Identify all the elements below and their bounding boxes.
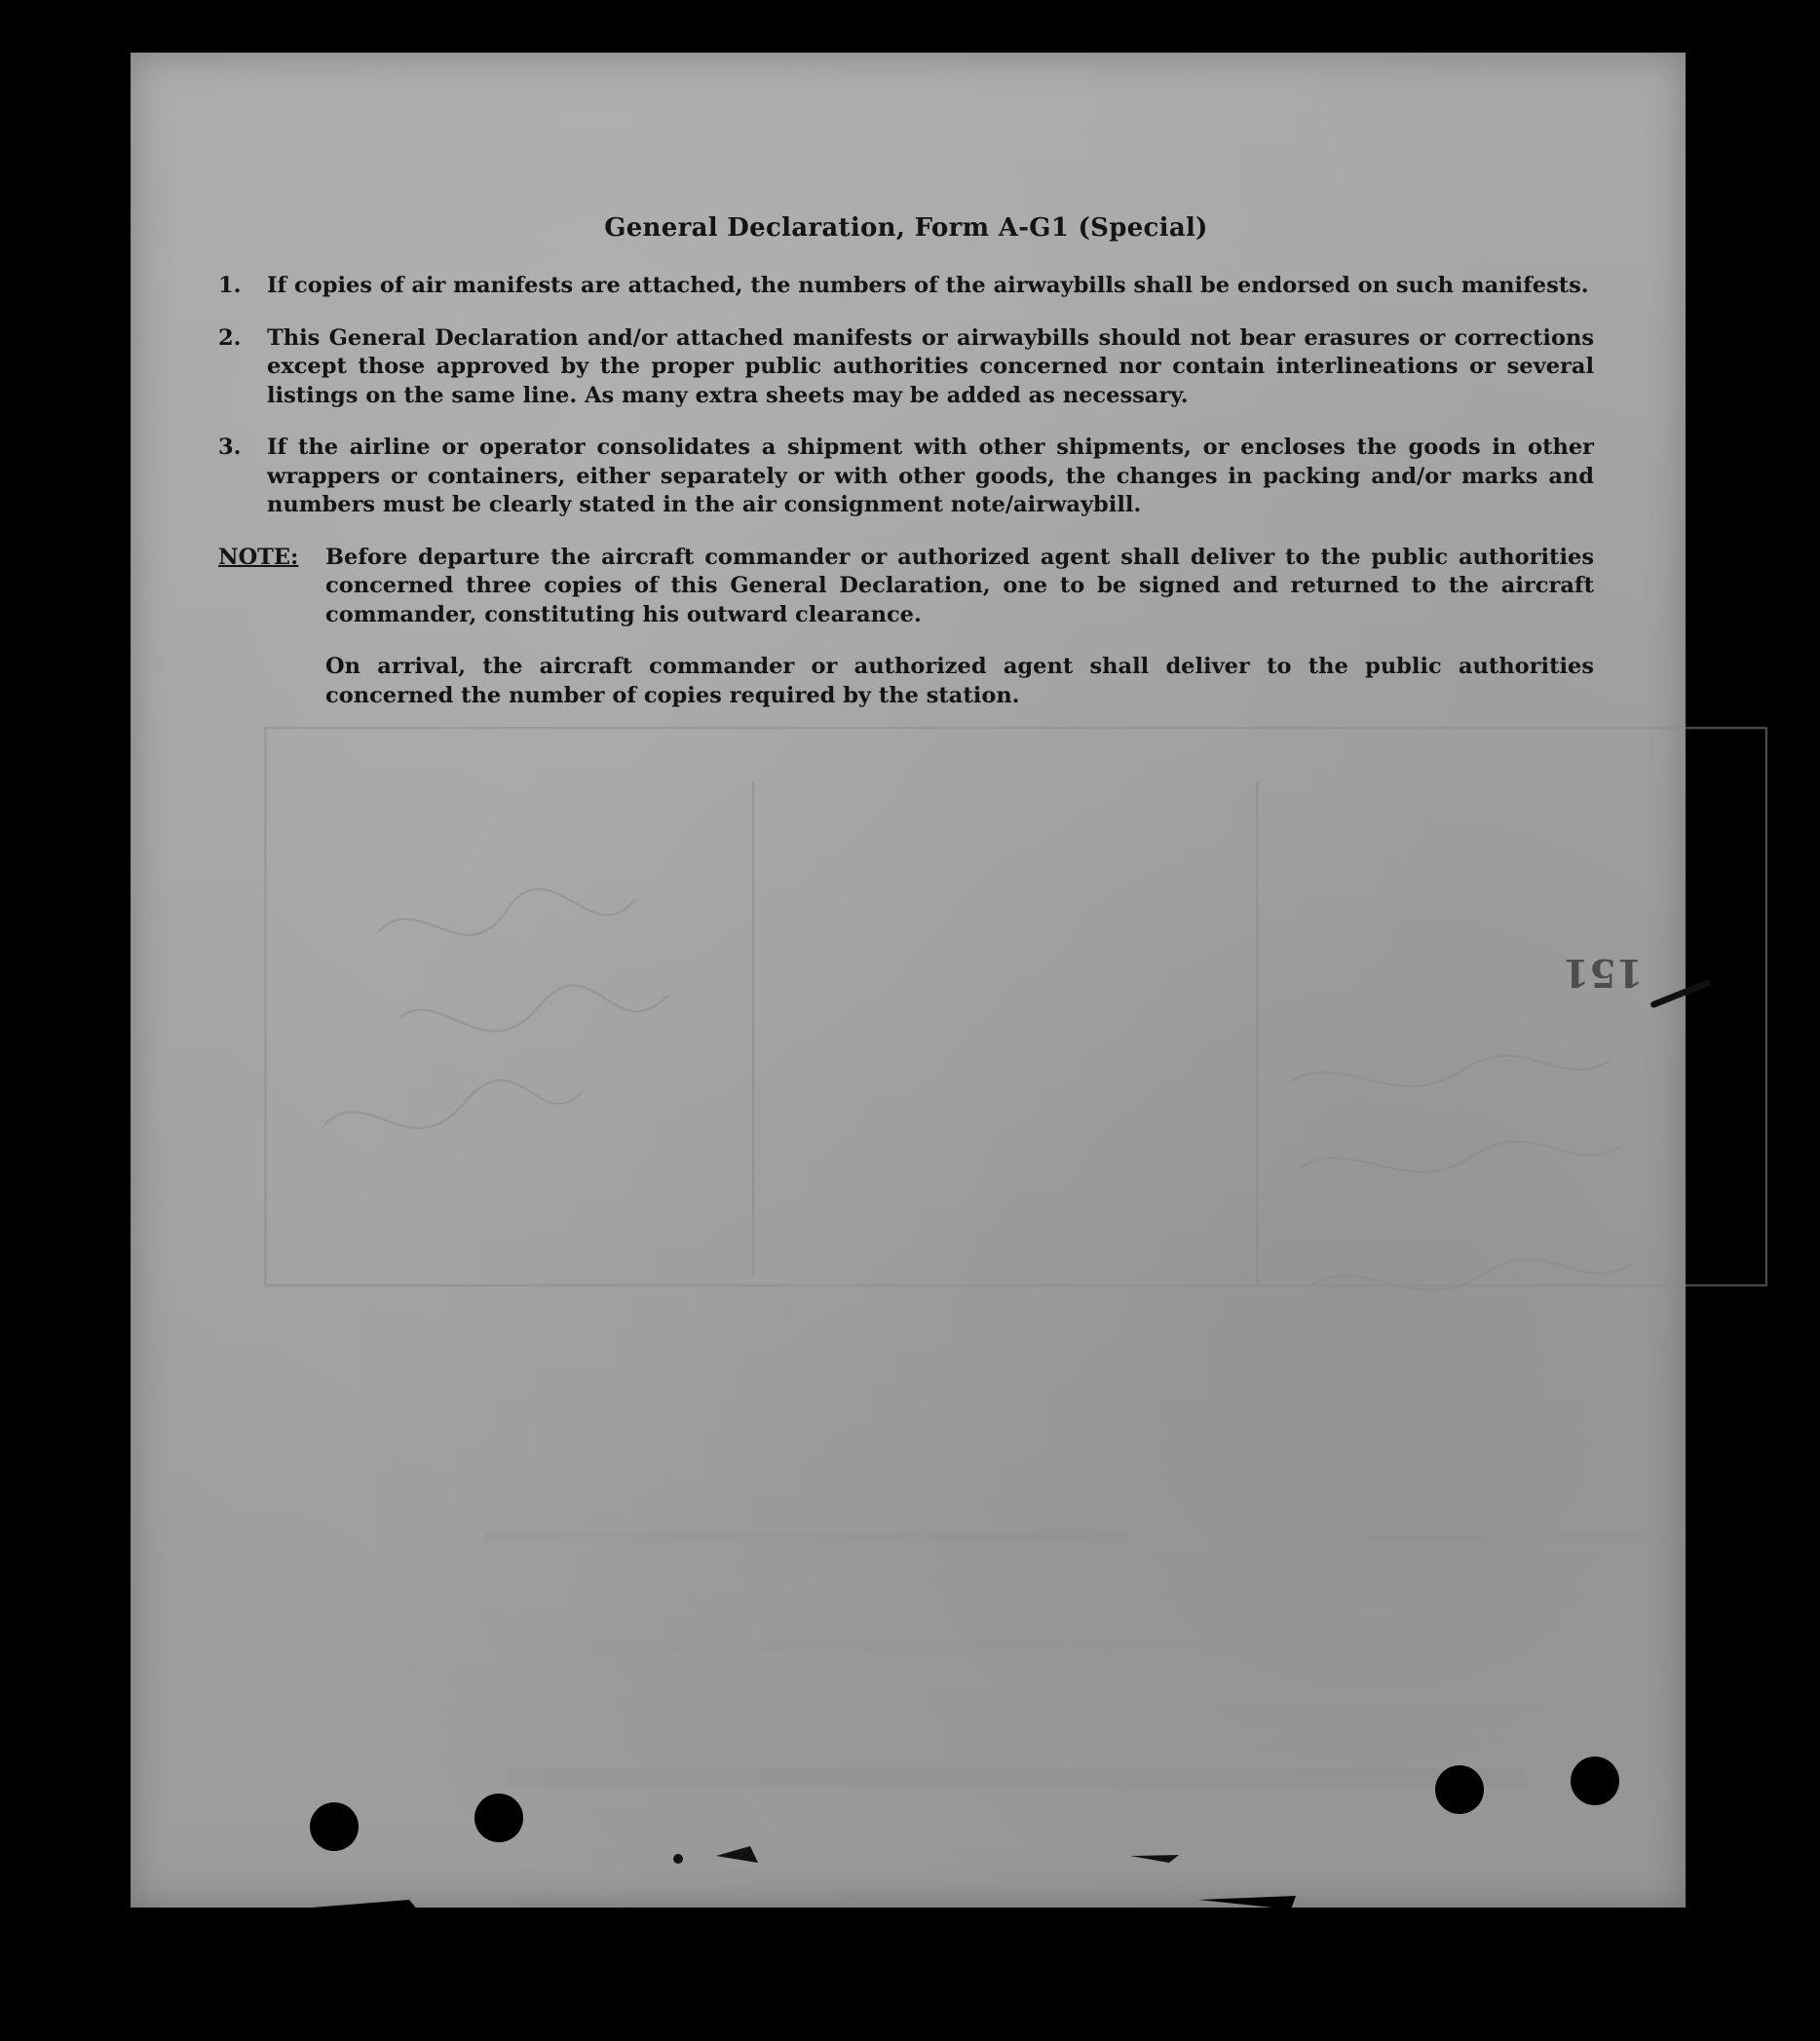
page-title: General Declaration, Form A-G1 (Special) [604, 213, 1208, 243]
item-text: If copies of air manifests are attached, the numbers of the airwaybills shall be endorsed on such manifests. [267, 273, 1589, 298]
item-number: 1. [218, 273, 242, 298]
item-number: 3. [218, 435, 242, 460]
note-paragraph: Before departure the aircraft commander or authorized agent shall deliver to the public authorities concerned three copies of this General Declaration, one to be signed and returned to the aircraft commander, constituting his outward clearance. [325, 544, 1594, 627]
instruction-item [218, 324, 1594, 411]
paper-sheet [131, 53, 1686, 1908]
note-section [218, 544, 1594, 735]
instruction-item [218, 434, 1594, 520]
note-label: NOTE: [218, 544, 299, 570]
instruction-item [218, 272, 1594, 301]
note-paragraph: On arrival, the aircraft commander or authorized agent shall deliver to the public authorities concerned the number of copies required by the station. [325, 654, 1594, 708]
item-number: 2. [218, 324, 242, 351]
item-text: This General Declaration and/or attached manifests or airwaybills should not bear erasures or corrections except those approved by the proper public authorities concerned nor contain interlineations or several listings on the same line. As many extra sheets may be added as necessary. [267, 324, 1594, 408]
note-body [325, 544, 1594, 735]
item-text: If the airline or operator consolidates a shipment with other shipments, or encloses the goods in other wrappers or containers, either separately or with other goods, the changes in packing and/or marks and numbers must be clearly stated in the air consignment note/airwaybill. [267, 435, 1594, 517]
stamp-number: 151 [1562, 949, 1644, 995]
declaration-instructions [218, 213, 1594, 734]
